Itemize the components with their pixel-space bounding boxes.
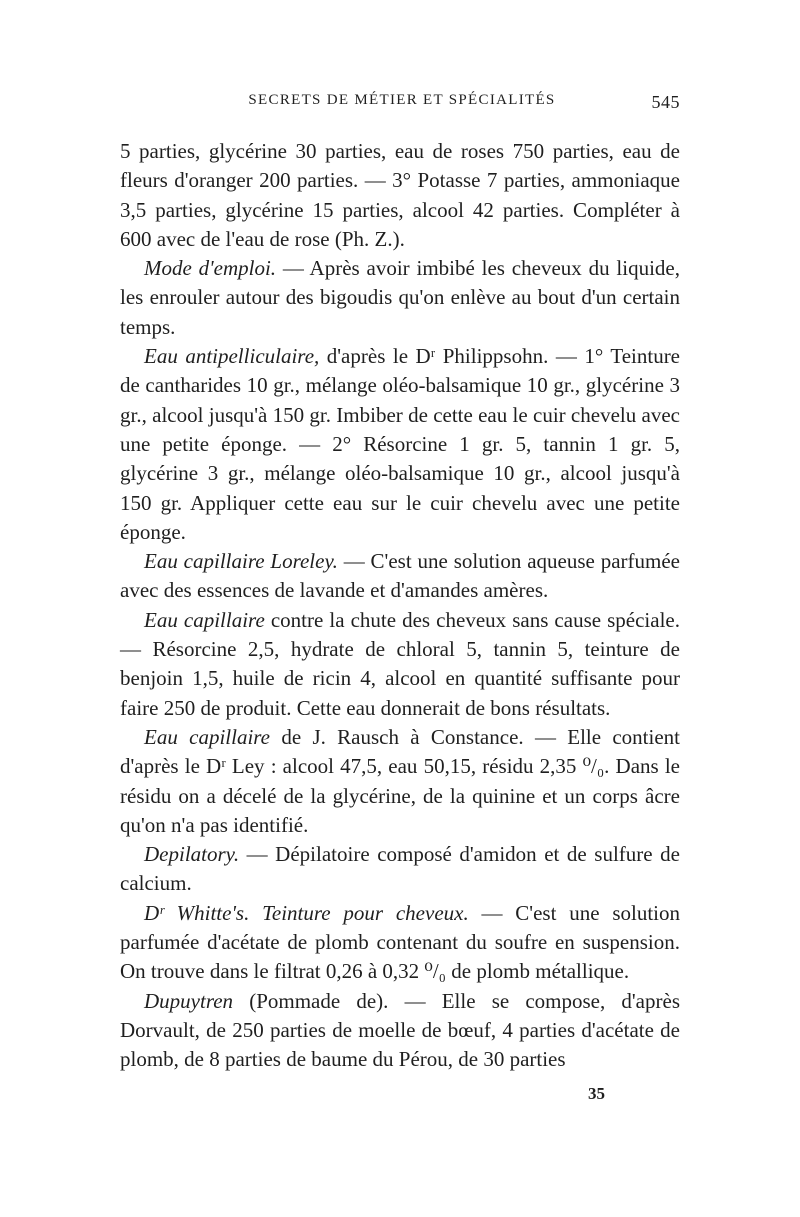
running-title: SECRETS DE MÉTIER ET SPÉCIALITÉS <box>248 92 556 108</box>
paragraph-continuation <box>120 137 680 254</box>
paragraph-lead: Dupuytren <box>144 988 234 1013</box>
paragraph-text: — C'est une solution parfumée d'acétate de plomb contenant du soufre en suspension. On trouve dans le filtrat 0,26 à 0,32 ⁰/₀ de plomb métallique. <box>120 900 680 984</box>
paragraph-lead: Depilatory. <box>144 842 240 867</box>
paragraph-text: de J. Rausch à Constance. — Elle contient d'après le Dʳ Ley : alcool 47,5, eau 50,15, résidu 2,35 ⁰/₀. Dans le résidu on a décelé de la glycérine, de la quinine et un corps âcre qu'on n'a pas identifié. <box>120 724 681 837</box>
paragraph-depilatory <box>120 840 680 899</box>
paragraph-text: contre la chute des cheveux sans cause spéciale. — Résorcine 2,5, hydrate de chloral 5, tannin 5, teinture de benjoin 1,5, huile de ricin 4, alcool en quantité suffisante pour faire 250 de produit. Cette eau donnerait de bons résultats. <box>120 607 680 720</box>
paragraph-eau-capillaire-rausch <box>120 723 680 840</box>
paragraph-eau-antipelliculaire <box>120 342 680 547</box>
paragraph-text: — Dépilatoire composé d'amidon et de sulfure de calcium. <box>120 842 680 896</box>
paragraph-lead: Eau capillaire Loreley. <box>144 549 338 574</box>
page-number: 545 <box>651 92 680 112</box>
paragraph-text: — Après avoir imbibé les cheveux du liquide, les enrouler autour des bigoudis qu'on enlève au bout d'un certain temps. <box>120 256 680 339</box>
body-text <box>120 137 680 1075</box>
running-head <box>124 92 680 116</box>
paragraph-text: (Pommade de). — Elle se compose, d'après Dorvault, de 250 parties de moelle de bœuf, 4 parties d'acétate de plomb, de 8 parties de baume du Pérou, de 30 parties <box>120 988 680 1072</box>
paragraph-eau-loreley <box>120 547 680 606</box>
paragraph-lead: Eau antipelliculaire, <box>144 344 320 369</box>
paragraph-whitte-teinture <box>120 899 680 987</box>
paragraph-text: d'après le Dʳ Philippsohn. — 1° Teinture de cantharides 10 gr., mélange oléo-balsamique 10 gr., glycérine 3 gr., alcool jusqu'à 150 gr. Imbiber de cette eau le cuir chevelu avec une petite éponge. — 2° Résorcine 1 gr. 5, tannin 1 gr. 5, glycérine 3 gr., mélange oléo-balsamique 10 gr., alcool jusqu'à 150 gr. Appliquer cette eau sur le cuir chevelu avec une petite éponge. <box>120 344 681 544</box>
paragraph-eau-capillaire-chute <box>120 606 680 723</box>
paragraph-lead: Eau capillaire <box>144 724 271 749</box>
paragraph-text: 5 parties, glycérine 30 parties, eau de roses 750 parties, eau de fleurs d'oranger 200 parties. — 3° Potasse 7 parties, ammoniaque 3,5 parties, glycérine 15 parties, alcool 42 parties. Compléter à 600 avec de l'eau de rose (Ph. Z.). <box>120 139 680 251</box>
paragraph-dupuytren <box>120 987 680 1075</box>
paragraph-text: — C'est une solution aqueuse parfumée avec des essences de lavande et d'amandes amères. <box>120 549 680 603</box>
paragraph-lead: Eau capillaire <box>144 607 265 632</box>
paragraph-mode-emploi <box>120 254 680 342</box>
paragraph-lead: Dʳ Whitte's. Teinture pour cheveux. <box>144 900 469 925</box>
signature-folio: 35 <box>588 1084 605 1103</box>
paragraph-lead: Mode d'emploi. <box>144 256 277 281</box>
